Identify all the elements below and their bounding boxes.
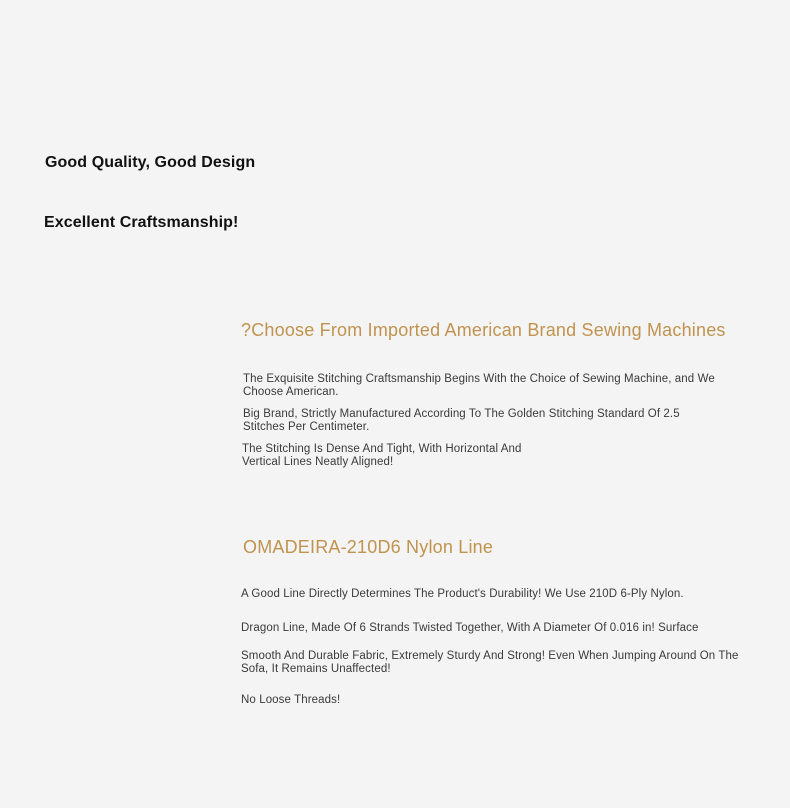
heading-good-quality: Good Quality, Good Design [45, 154, 256, 171]
nylon-line-paragraph: No Loose Threads! [241, 694, 341, 706]
sewing-machine-paragraph: The Stitching Is Dense And Tight, With Horizontal And Vertical Lines Neatly Aligned! [242, 443, 522, 468]
heading-excellent-craftsmanship: Excellent Craftsmanship! [44, 214, 239, 231]
nylon-line-title: OMADEIRA-210D6 Nylon Line [243, 537, 494, 557]
nylon-line-paragraph: Dragon Line, Made Of 6 Strands Twisted Together, With A Diameter Of 0.016 in! Surface [241, 622, 699, 634]
nylon-line-paragraph: Smooth And Durable Fabric, Extremely Sturdy And Strong! Even When Jumping Around On The Sofa, It Remains Unaffected! [241, 650, 739, 675]
nylon-line-paragraph: A Good Line Directly Determines The Product's Durability! We Use 210D 6-Ply Nylon. [241, 588, 684, 600]
sewing-machine-title: ?Choose From Imported American Brand Sewing Machines [241, 320, 726, 340]
quality-heading-block [34, 130, 264, 260]
sewing-machine-paragraph: The Exquisite Stitching Craftsmanship Begins With the Choice of Sewing Machine, and We Choose American. [243, 373, 715, 398]
sewing-machine-paragraph: Big Brand, Strictly Manufactured According To The Golden Stitching Standard Of 2.5 Stitches Per Centimeter. [243, 408, 680, 433]
